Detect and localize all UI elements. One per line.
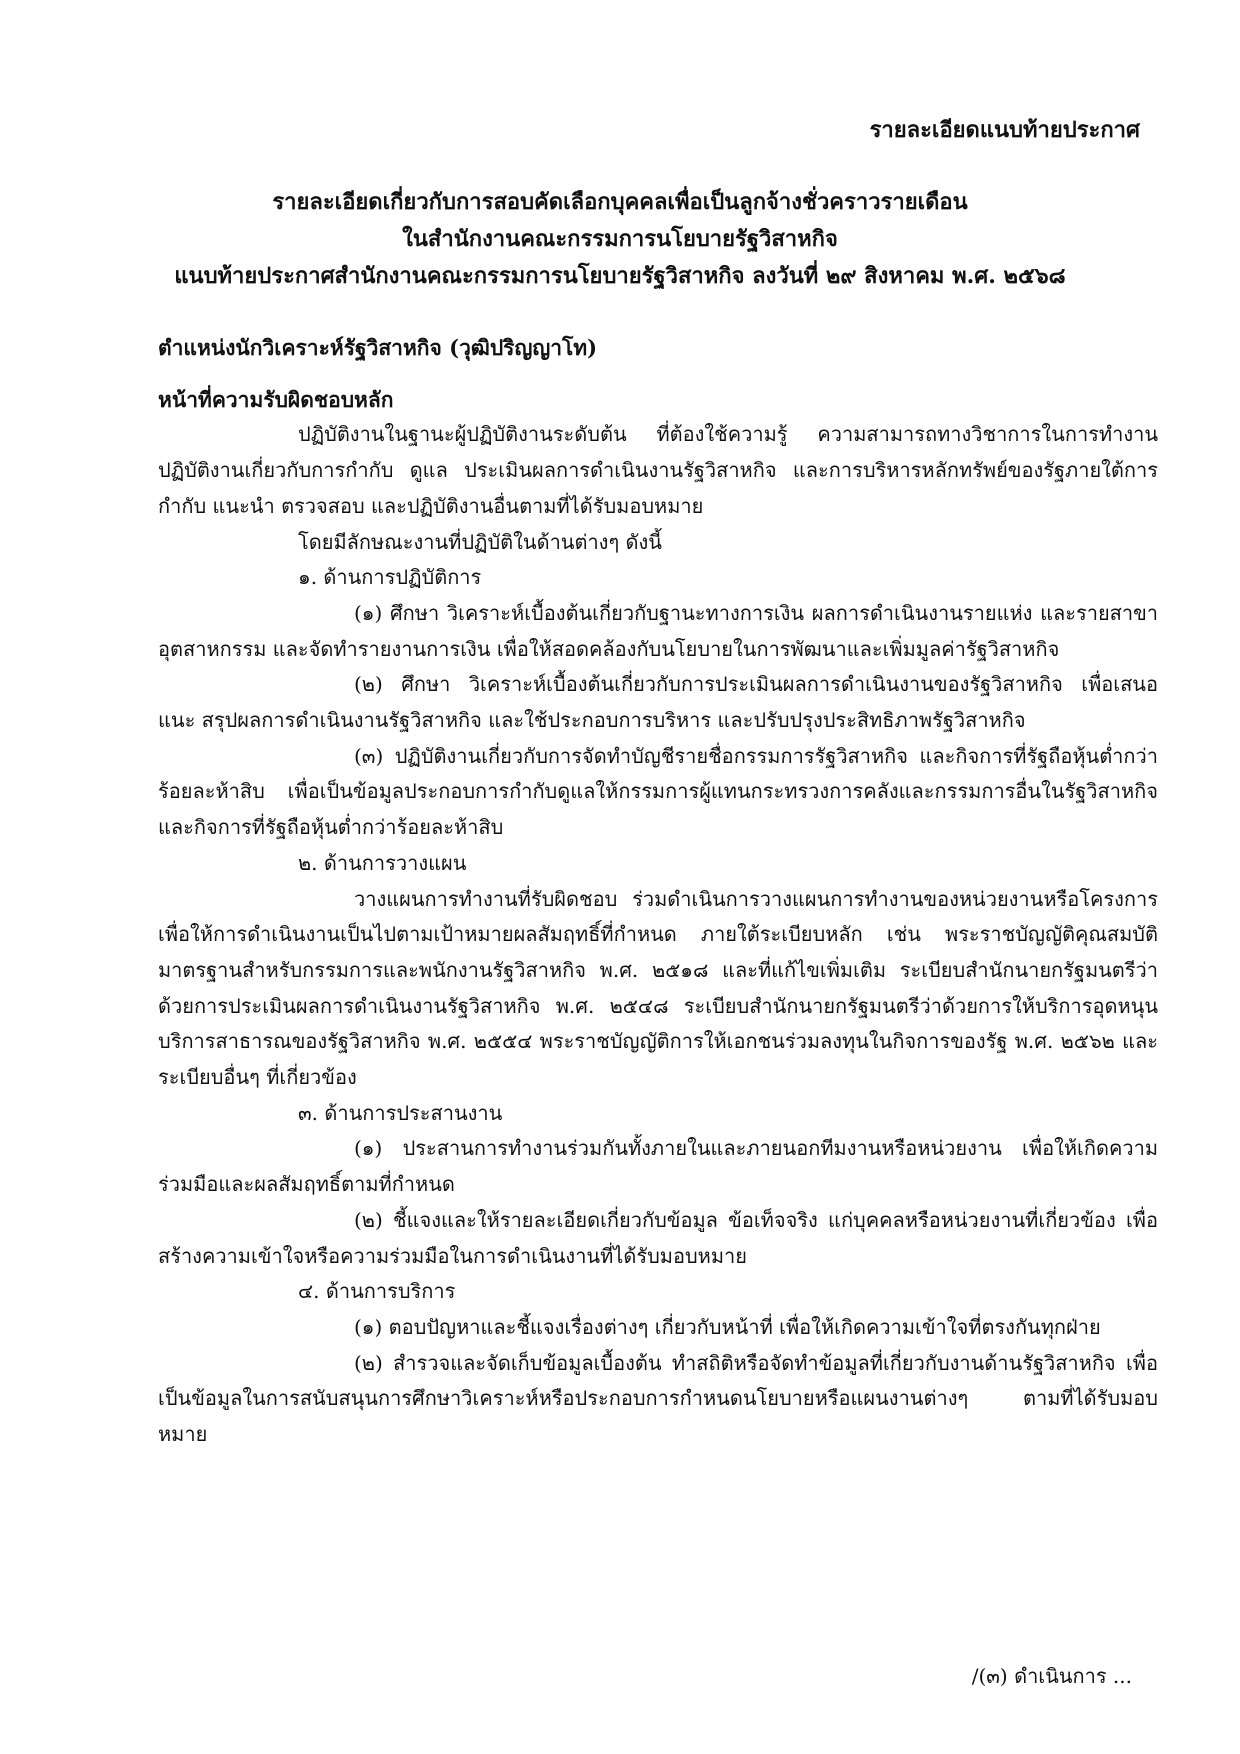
- operations-item-2: (๒) ศึกษา วิเคราะห์เบื้องต้นเกี่ยวกับการประเมินผลการดำเนินงานของรัฐวิสาหกิจ เพื่อเสนอแนะ สรุปผลการดำเนินงานรัฐวิสาหกิจ และใช้ประกอบการบริหาร และปรับปรุงประสิทธิภาพรัฐวิสาหกิจ: [158, 672, 1158, 733]
- attachment-label: รายละเอียดแนบท้ายประกาศ: [869, 117, 1140, 143]
- operations-item-3: (๓) ปฏิบัติงานเกี่ยวกับการจัดทำบัญชีรายชื่อกรรมการรัฐวิสาหกิจ และกิจการที่รัฐถือหุ้นต่ำกว่าร้อยละห้าสิบ เพื่อเป็นข้อมูลประกอบการกำกับดูแลให้กรรมการผู้แทนกระทรวงการคลังและกรรมการอื่นในรัฐวิสาหกิจและกิจการที่รัฐถือหุ้นต่ำกว่าร้อยละห้าสิบ: [158, 743, 1158, 840]
- service-item-1: (๑) ตอบปัญหาและชี้แจงเรื่องต่างๆ เกี่ยวกับหน้าที่ เพื่อให้เกิดความเข้าใจที่ตรงกันทุกฝ่าย: [354, 1314, 1101, 1339]
- planning-text: วางแผนการทำงานที่รับผิดชอบ ร่วมดำเนินการวางแผนการทำงานของหน่วยงานหรือโครงการ เพื่อให้การดำเนินงานเป็นไปตามเป้าหมายผลสัมฤทธิ์ที่กำหนด ภายใต้ระเบียบหลัก เช่น พระราชบัญญัติคุณสมบัติมาตรฐานสำหรับกรรมการและพนักงานรัฐวิสาหกิจ พ.ศ. ๒๕๑๘ และที่แก้ไขเพิ่มเติม ระเบียบสำนักนายกรัฐมนตรีว่าด้วยการประเมินผลการดำเนินงานรัฐวิสาหกิจ พ.ศ. ๒๕๔๘ ระเบียบสำนักนายกรัฐมนตรีว่าด้วยการให้บริการอุดหนุนบริการสาธารณของรัฐวิสาหกิจ พ.ศ. ๒๕๕๔ พระราชบัญญัติการให้เอกชนร่วมลงทุนในกิจการของรัฐ พ.ศ. ๒๕๖๒ และระเบียบอื่นๆ ที่เกี่ยวข้อง: [158, 886, 1158, 1090]
- service-item-2: (๒) สำรวจและจัดเก็บข้อมูลเบื้องต้น ทำสถิติหรือจัดทำข้อมูลที่เกี่ยวกับงานด้านรัฐวิสาหกิจ เพื่อเป็นข้อมูลในการสนับสนุนการศึกษาวิเคราะห์หรือประกอบการกำหนดนโยบายหรือแผนงานต่างๆ ตามที่ได้รับมอบหมาย: [158, 1350, 1158, 1447]
- intro-list-lead: โดยมีลักษณะงานที่ปฏิบัติในด้านต่างๆ ดังนี้: [298, 529, 662, 554]
- coordination-item-2: (๒) ชี้แจงและให้รายละเอียดเกี่ยวกับข้อมูล ข้อเท็จจริง แก่บุคคลหรือหน่วยงานที่เกี่ยวข้อง เพื่อสร้างความเข้าใจหรือความร่วมมือในการดำเนินงานที่ได้รับมอบหมาย: [158, 1207, 1158, 1268]
- section-heading-planning: ๒. ด้านการวางแผน: [298, 850, 467, 875]
- section-heading-operations: ๑. ด้านการปฏิบัติการ: [298, 565, 482, 590]
- coordination-item-1: (๑) ประสานการทำงานร่วมกันทั้งภายในและภายนอกทีมงานหรือหน่วยงาน เพื่อให้เกิดความร่วมมือและผลสัมฤทธิ์ตามที่กำหนด: [158, 1136, 1158, 1197]
- document-body: [158, 330, 1158, 1453]
- title-line-2: ในสำนักงานคณะกรรมการนโยบายรัฐวิสาหกิจ: [402, 226, 838, 252]
- operations-item-1: (๑) ศึกษา วิเคราะห์เบื้องต้นเกี่ยวกับฐานะทางการเงิน ผลการดำเนินงานรายแห่ง และรายสาขาอุตสาหกรรม และจัดทำรายงานการเงิน เพื่อให้สอดคล้องกับนโยบายในการพัฒนาและเพิ่มมูลค่ารัฐวิสาหกิจ: [158, 600, 1158, 661]
- title-line-3: แนบท้ายประกาศสำนักงานคณะกรรมการนโยบายรัฐวิสาหกิจ ลงวันที่ ๒๙ สิงหาคม พ.ศ. ๒๕๖๘: [174, 263, 1066, 289]
- section-heading-coordination: ๓. ด้านการประสานงาน: [298, 1100, 503, 1125]
- title-line-1: รายละเอียดเกี่ยวกับการสอบคัดเลือกบุคคลเพื่อเป็นลูกจ้างชั่วคราวรายเดือน: [272, 189, 968, 215]
- position-title: ตำแหน่งนักวิเคราะห์รัฐวิสาหกิจ (วุฒิปริญญาโท): [158, 335, 598, 360]
- duties-heading: หน้าที่ความรับผิดชอบหลัก: [158, 386, 394, 412]
- continuation-note: /(๓) ดำเนินการ ...: [971, 1664, 1132, 1688]
- intro-paragraph: ปฏิบัติงานในฐานะผู้ปฏิบัติงานระดับต้น ที่ต้องใช้ความรู้ ความสามารถทางวิชาการในการทำงาน ปฏิบัติงานเกี่ยวกับการกำกับ ดูแล ประเมินผลการดำเนินงานรัฐวิสาหกิจ และการบริหารหลักทรัพย์ของรัฐภายใต้การกำกับ แนะนำ ตรวจสอบ และปฏิบัติงานอื่นตามที่ได้รับมอบหมาย: [158, 422, 1158, 518]
- section-heading-service: ๔. ด้านการบริการ: [298, 1279, 456, 1304]
- document-title: [0, 184, 1240, 295]
